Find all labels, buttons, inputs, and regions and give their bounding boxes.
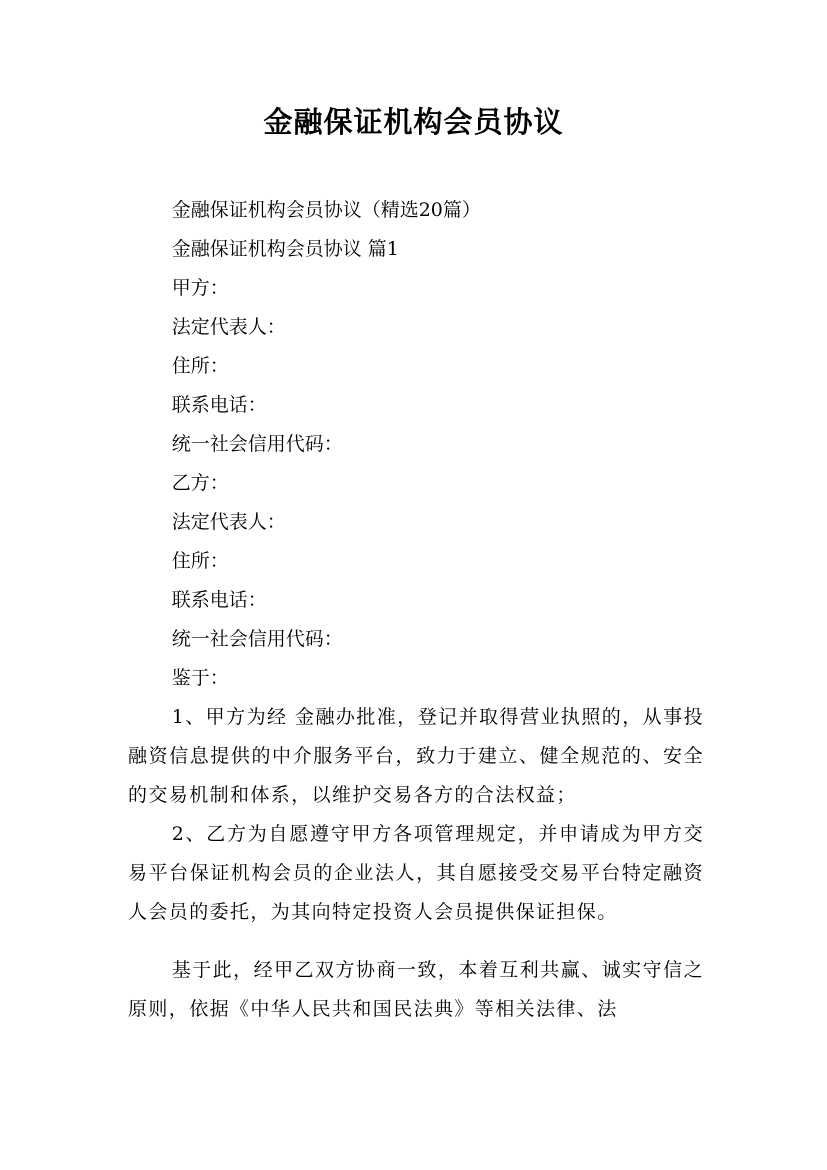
party-a-label: 甲方： <box>171 277 229 299</box>
whereas-label: 鉴于： <box>171 667 229 689</box>
party-b-credit-code: 统一社会信用代码： <box>171 628 343 650</box>
party-b-address: 住所： <box>171 550 229 572</box>
party-a-phone: 联系电话： <box>171 394 267 416</box>
document-body <box>128 191 704 1029</box>
section-heading: 金融保证机构会员协议 篇1 <box>171 238 399 260</box>
party-b-phone: 联系电话： <box>171 589 267 611</box>
paragraph-recital-2: 2、乙方为自愿遵守甲方各项管理规定，并申请成为甲方交易平台保证机构会员的企业法人，其自愿接受交易平台特定融资人会员的委托，为其向特定投资人会员提供保证担保。 <box>128 823 704 923</box>
document-title: 金融保证机构会员协议 <box>263 105 564 139</box>
party-a-credit-code: 统一社会信用代码： <box>171 433 343 455</box>
subtitle-line: 金融保证机构会员协议（精选20篇） <box>171 199 481 221</box>
paragraph-recital-1: 1、甲方为经 金融办批准，登记并取得营业执照的，从事投融资信息提供的中介服务平台，致力于建立、健全规范的、安全的交易机制和体系，以维护交易各方的合法权益； <box>128 706 704 806</box>
party-a-legal-rep: 法定代表人： <box>171 316 286 338</box>
party-a-address: 住所： <box>171 355 229 377</box>
party-b-label: 乙方： <box>171 472 229 494</box>
paragraph-basis: 基于此，经甲乙双方协商一致，本着互利共赢、诚实守信之原则，依据《中华人民共和国民法典》等相关法律、法 <box>128 959 704 1020</box>
party-b-legal-rep: 法定代表人： <box>171 511 286 533</box>
